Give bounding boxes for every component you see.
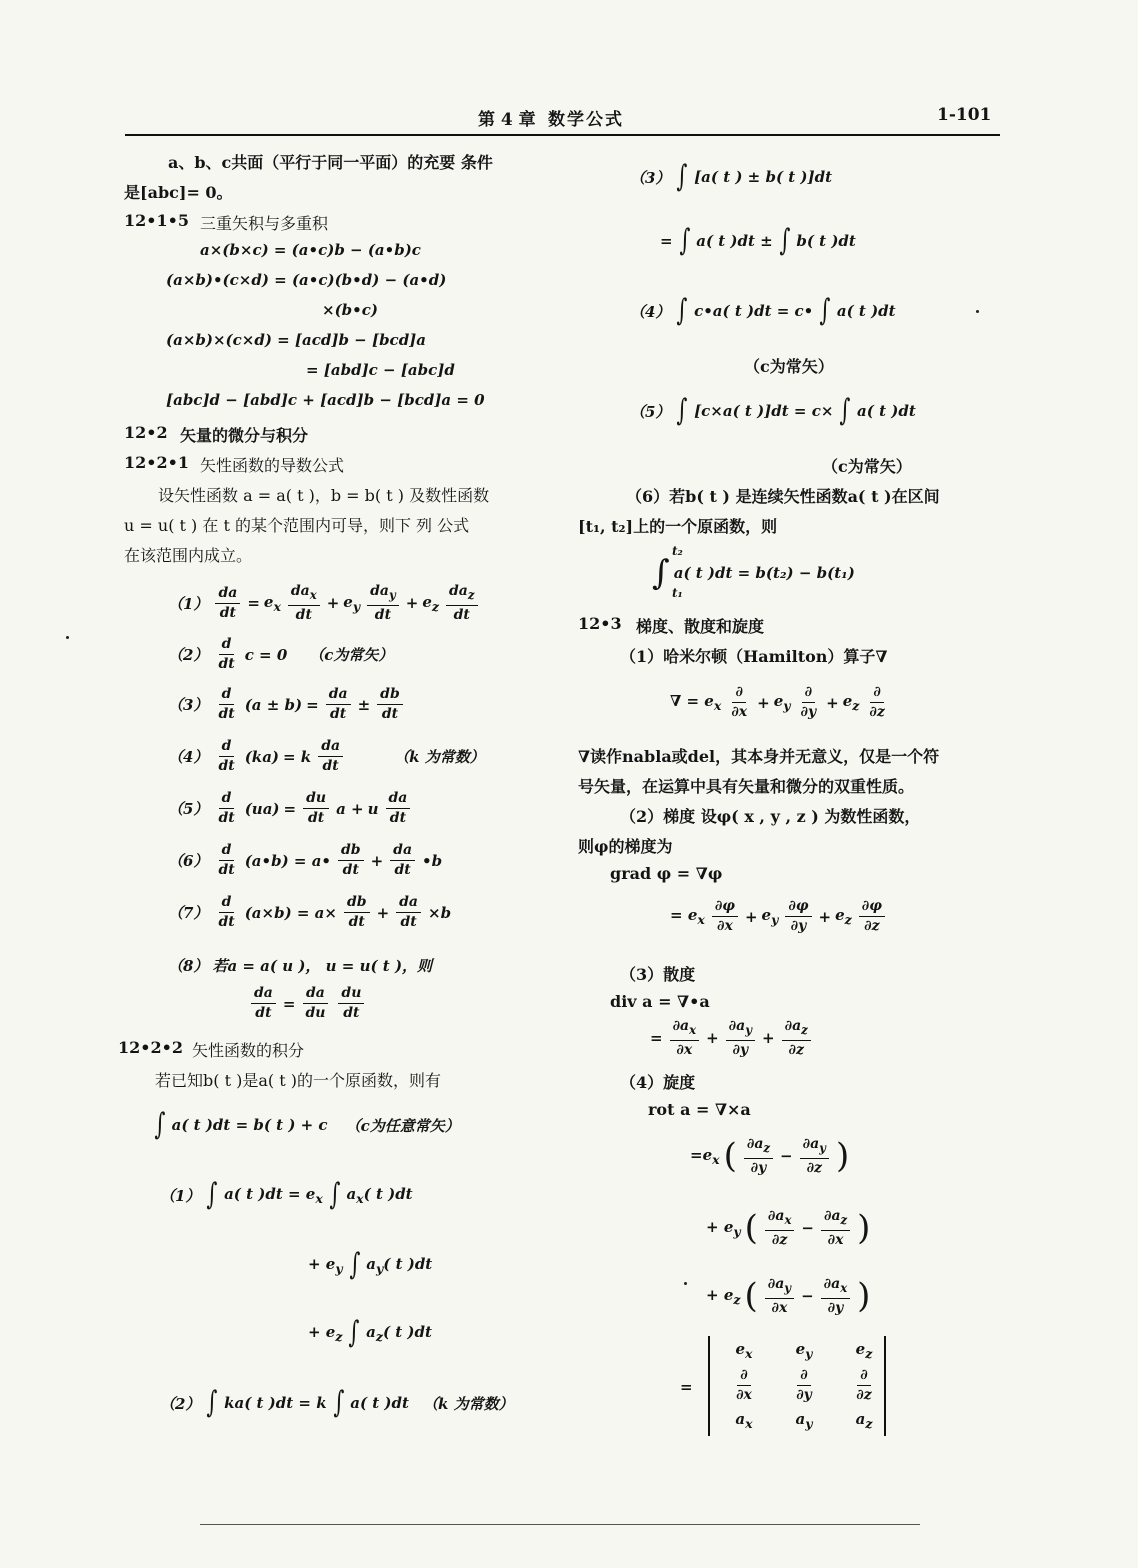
section-12-2-number: 12•2 [124, 423, 168, 442]
curl-definition: rot a = ∇×a [648, 1100, 751, 1119]
section-12-2-2-title: 矢性函数的积分 [192, 1041, 305, 1060]
nabla-definition: ∇ = $e_x$ $\frac{\partial}{\partial x}$ + $e_y$ $\frac{\partial}{\partial y}$ + $e_z$ $\frac{\partial}{\partial z}$ [670, 684, 885, 720]
nabla-note-line-2: 号矢量，在运算中具有矢量和微分的双重性质。 [578, 777, 915, 796]
integral-formula-4: （4） ∫ c•a( t )dt = c• ∫ a( t )dt [630, 293, 896, 328]
gradient-line-2: 则φ的梯度为 [578, 837, 673, 856]
gradient-definition: grad φ = ∇φ [610, 864, 723, 883]
integral-formula-3b: = ∫ a( t )dt ± ∫ b( t )dt [660, 223, 856, 258]
integral-intro: 若已知b( t )是a( t )的一个原函数，则有 [155, 1071, 441, 1090]
chapter-label: 第 4 章 [478, 110, 536, 130]
curl-term-x: $=e_x$ ( $\frac{\partial a_z}{\partial y}$ − $\frac{\partial a_y}{\partial z}$ ) [690, 1136, 850, 1177]
determinant-equals: = [680, 1378, 693, 1396]
derivative-formula-4: （4） $\frac{d}{dt}$ (ka) = k $\frac{da}{dt}$ （k 为常数） [168, 738, 485, 774]
derivative-formula-5: （5） $\frac{d}{dt}$ (ua) = $\frac{du}{dt}$ a + u $\frac{da}{dt}$ [168, 790, 413, 827]
chapter-title: 数学公式 [548, 110, 624, 130]
fraction: $\frac{da_y}{dt}$ [367, 583, 399, 624]
scan-speck [684, 1282, 687, 1285]
indefinite-integral: ∫ a( t )dt = b( t ) + c （c为任意常矢） [154, 1107, 460, 1142]
integral-formula-5: （5） ∫ [c×a( t )]dt = c× ∫ a( t )dt [630, 393, 916, 428]
derivative-formula-7: （7） $\frac{d}{dt}$ (a×b) = a× $\frac{db}{dt}$ + $\frac{da}{dt}$ ×b [168, 894, 452, 930]
integral-formula-2: （2） ∫ ka( t )dt = k ∫ a( t )dt （k 为常数） [160, 1385, 514, 1420]
divergence-heading: （3）散度 [620, 965, 696, 984]
fraction: $\frac{da}{dt}$ [215, 585, 240, 622]
derivative-formula-3: （3） $\frac{d}{dt}$ (a ± b) = $\frac{da}{dt}$ ± $\frac{db}{dt}$ [168, 686, 406, 723]
triple-product-1: a×(b×c) = (a•c)b − (a•b)c [200, 241, 421, 259]
scan-speck [976, 310, 979, 313]
formula-number: （1） [168, 594, 209, 613]
section-12-2-1-title: 矢性函数的导数公式 [200, 456, 345, 475]
derivative-formula-8: （8） 若a = a( u )， u = u( t )，则 [168, 957, 433, 975]
derivative-formula-1: （1） $\frac{da}{dt}$ = $e_x$ $\frac{da_x}{dt}$ + $e_y$ $\frac{da_y}{dt}$ + $e_z$ $\frac{da_z}{dt}$ [168, 583, 481, 624]
integral-formula-1c: + $e_z$ ∫ $a_z$( t )dt [308, 1315, 432, 1350]
bottom-scan-line [200, 1524, 920, 1525]
fraction: $\frac{da_x}{dt}$ [288, 583, 320, 624]
curl-term-y: + $e_y$ ( $\frac{\partial a_x}{\partial z}$ − $\frac{\partial a_z}{\partial x}$ ) [706, 1208, 871, 1249]
constant-vector-note-2: （c为常矢） [822, 457, 912, 476]
triple-product-3b: = [abd]c − [abc]d [306, 361, 455, 379]
integral-formula-3a: （3） ∫ [a( t ) ± b( t )]dt [630, 159, 833, 194]
triple-product-2a: (a×b)•(c×d) = (a•c)(b•d) − (a•d) [166, 271, 447, 289]
section-12-2-2-number: 12•2•2 [118, 1038, 183, 1057]
chain-rule-formula: $\frac{da}{dt}$ = $\frac{da}{du}$ $\frac{du}{dt}$ [248, 985, 367, 1022]
section-12-3-number: 12•3 [578, 614, 622, 633]
curl-determinant: $e_x$ $e_y$ $e_z$ $\frac{\partial}{\partial x}$ $\frac{\partial}{\partial y}$ $\frac{\partial}{\partial z}$ $a_x$ $a_y$ $a_z$ [735, 1340, 873, 1431]
gradient-expansion: = $e_x$ $\frac{\partial\varphi}{\partial x}$ + $e_y$ $\frac{\partial\varphi}{\partial y}$ + $e_z$ $\frac{\partial\varphi}{\partial z}$ [670, 898, 888, 935]
hamilton-operator-heading: （1）哈米尔顿（Hamilton）算子∇ [620, 647, 888, 666]
triple-product-4: [abc]d − [abd]c + [acd]b − [bcd]a = 0 [166, 391, 485, 409]
curl-heading: （4）旋度 [620, 1073, 696, 1092]
coplanar-line-1: a、b、c共面（平行于同一平面）的充要 条件 [168, 153, 493, 172]
section-12-1-5-title: 三重矢积与多重积 [200, 214, 329, 233]
intro-line-3: 在该范围内成立。 [124, 546, 253, 565]
nabla-note-line-1: ∇读作nabla或del，其本身并无意义，仅是一个符 [578, 747, 940, 766]
integral-formula-1b: + $e_y$ ∫ $a_y$( t )dt [308, 1247, 433, 1282]
determinant-left-bar [708, 1336, 710, 1436]
gradient-line-1: （2）梯度 设φ( x , y , z ) 为数性函数， [620, 807, 921, 826]
page-number: 1-101 [937, 105, 992, 125]
section-12-1-5-number: 12•1•5 [124, 211, 189, 230]
integral-upper-limit: t₂ [672, 544, 683, 558]
integral-lower-limit: t₁ [672, 586, 683, 600]
section-12-3-title: 梯度、散度和旋度 [636, 617, 765, 636]
triple-product-3a: (a×b)×(c×d) = [acd]b − [bcd]a [166, 331, 426, 349]
definite-integral-formula: ∫ a( t )dt = b(t₂) − b(t₁) [652, 553, 855, 593]
intro-line-2: u = u( t ) 在 t 的某个范围内可导，则下 列 公式 [124, 516, 470, 535]
derivative-formula-2: （2） $\frac{d}{dt}$ c = 0 （c为常矢） [168, 636, 394, 672]
antiderivative-line-1: （6）若b( t ) 是连续矢性函数a( t )在区间 [626, 487, 940, 506]
section-12-2-1-number: 12•2•1 [124, 453, 189, 472]
divergence-expansion: = $\frac{\partial a_x}{\partial x}$ + $\frac{\partial a_y}{\partial y}$ + $\frac{\partial a_z}{\partial z}$ [650, 1018, 814, 1059]
divergence-definition: div a = ∇•a [610, 992, 710, 1011]
intro-line-1: 设矢性函数 a = a( t )，b = b( t ) 及数性函数 [158, 486, 490, 505]
scan-speck [66, 636, 69, 639]
fraction: $\frac{da_z}{dt}$ [446, 583, 478, 624]
triple-product-2b: ×(b•c) [322, 301, 378, 319]
coplanar-line-2: 是[abc]= 0。 [124, 183, 233, 202]
antiderivative-line-2: [t₁, t₂]上的一个原函数，则 [578, 517, 778, 536]
header-rule [125, 134, 1000, 136]
integral-formula-1a: （1） ∫ a( t )$dt = e_x$ ∫ $a_x$( t )dt [160, 1177, 413, 1212]
derivative-formula-6: （6） $\frac{d}{dt}$ (a•b) = a• $\frac{db}{dt}$ + $\frac{da}{dt}$ •b [168, 842, 443, 878]
section-12-2-title: 矢量的微分与积分 [180, 426, 309, 445]
constant-vector-note-1: （c为常矢） [744, 357, 834, 376]
curl-term-z: + $e_z$ ( $\frac{\partial a_y}{\partial x}$ − $\frac{\partial a_x}{\partial y}$ ) [706, 1276, 871, 1317]
